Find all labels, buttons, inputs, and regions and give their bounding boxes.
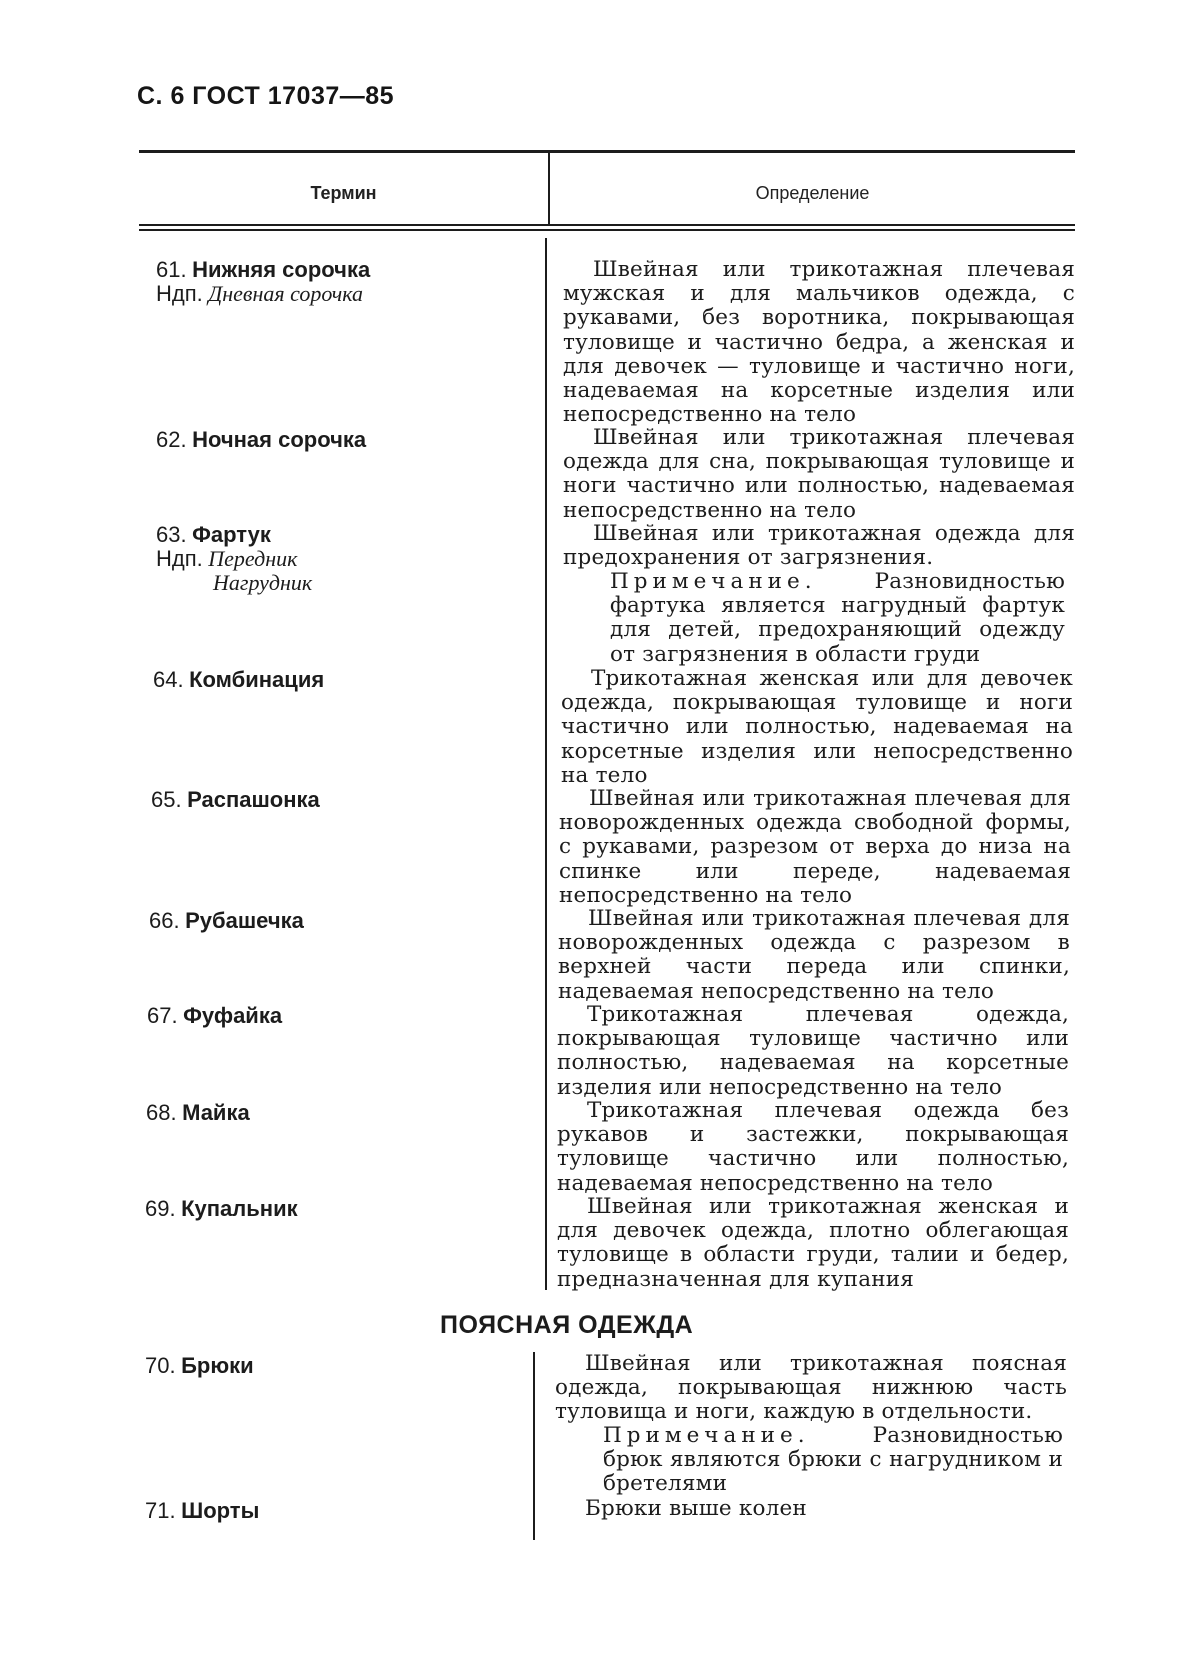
definition-67: Трикотажная плечевая одежда, покрывающая туловище частично или полностью, надеваемая на корсетные изделия или непосредственно на тело xyxy=(557,1002,1069,1100)
definition-71: Брюки выше колен xyxy=(585,1496,807,1521)
term-number: 61. xyxy=(156,257,187,282)
column-header-definition: Определение xyxy=(755,183,870,203)
term-number: 66. xyxy=(149,908,180,933)
section-title: ПОЯСНАЯ ОДЕЖДА xyxy=(440,1311,694,1339)
synonym-value: Нагрудник xyxy=(213,570,313,595)
term-name: Комбинация xyxy=(189,667,325,692)
term-name: Рубашечка xyxy=(185,908,304,933)
column-header-term: Термин xyxy=(310,183,377,203)
synonym-61 xyxy=(156,282,363,306)
definition-62: Швейная или трикотажная плечевая одежда для сна, покрывающая туловище и ноги частично или полностью, надеваемая непосредственно на тело xyxy=(563,425,1075,523)
synonym-63-2 xyxy=(213,571,312,595)
term-number: 68. xyxy=(146,1100,177,1125)
body-column-divider xyxy=(545,238,547,1290)
term-number: 63. xyxy=(156,522,187,547)
term-number: 69. xyxy=(145,1196,176,1221)
synonym-label: Ндп. xyxy=(156,281,203,306)
synonym-63 xyxy=(156,547,297,571)
header-bottom-rule-2 xyxy=(139,229,1075,231)
definition-63: Швейная или трикотажная одежда для предохранения от загрязнения. xyxy=(563,521,1075,571)
term-65 xyxy=(151,788,320,812)
note-63 xyxy=(610,570,1065,667)
term-name: Фуфайка xyxy=(183,1003,283,1028)
term-63 xyxy=(156,523,271,547)
term-name: Майка xyxy=(182,1100,250,1125)
page-header: С. 6 ГОСТ 17037—85 xyxy=(137,82,395,110)
term-name: Купальник xyxy=(181,1196,298,1221)
term-number: 65. xyxy=(151,787,182,812)
definition-70: Швейная или трикотажная поясная одежда, покрывающая нижнюю часть туловища и ноги, каждую в отдельности. xyxy=(555,1351,1067,1425)
term-62 xyxy=(156,428,366,452)
body-column-divider-2 xyxy=(533,1352,535,1540)
term-68 xyxy=(146,1101,250,1125)
note-70 xyxy=(603,1424,1063,1497)
term-name: Распашонка xyxy=(187,787,320,812)
note-text: Разновидностью фартука является нагрудный фартук для детей, предохраняющий одежду от загрязнения в области груди xyxy=(610,569,1065,667)
definition-69: Швейная или трикотажная женская и для девочек одежда, плотно облегающая туловище в области груди, талии и бедер, предназначенная для купания xyxy=(557,1194,1069,1292)
term-name: Ночная сорочка xyxy=(192,427,367,452)
term-70 xyxy=(145,1354,254,1378)
definition-65: Швейная или трикотажная плечевая для новорожденных одежда свободной формы, с рукавами, разрезом от верха до низа на спинке или переде, надеваемая непосредственно на тело xyxy=(559,786,1071,908)
term-67 xyxy=(147,1004,282,1028)
synonym-label: Ндп. xyxy=(156,546,203,571)
term-64 xyxy=(153,668,324,692)
term-61 xyxy=(156,258,370,282)
definition-64: Трикотажная женская или для девочек одежда, покрывающая туловище и ноги частично или полностью, надеваемая на корсетные изделия или непосредственно на тело xyxy=(561,666,1073,788)
header-bottom-rule xyxy=(139,224,1075,226)
term-name: Шорты xyxy=(181,1498,260,1523)
term-number: 71. xyxy=(145,1498,176,1523)
synonym-value: Дневная сорочка xyxy=(208,281,364,306)
note-text: Разновидностью брюк являются брюки с нагрудником и бретелями xyxy=(603,1423,1063,1497)
definition-66: Швейная или трикотажная плечевая для новорожденных одежда с разрезом в верхней части переда или спинки, надеваемая непосредственно на тело xyxy=(558,906,1070,1004)
synonym-value: Передник xyxy=(208,546,298,571)
term-66 xyxy=(149,909,304,933)
definition-61: Швейная или трикотажная плечевая мужская и для мальчиков одежда, с рукавами, без воротника, покрывающая туловище и частично бедра, а женская и для девочек — туловище и частично ноги, надеваемая на корсетные изделия или непосредственно на тело xyxy=(563,257,1075,428)
term-number: 62. xyxy=(156,427,187,452)
term-name: Нижняя сорочка xyxy=(192,257,371,282)
note-label: Примечание. xyxy=(610,569,817,594)
term-number: 67. xyxy=(147,1003,178,1028)
note-label: Примечание. xyxy=(603,1423,810,1448)
term-69 xyxy=(145,1197,298,1221)
term-71 xyxy=(145,1499,259,1523)
term-number: 70. xyxy=(145,1353,176,1378)
definition-68: Трикотажная плечевая одежда без рукавов и застежки, покрывающая туловище частично или полностью, надеваемая непосредственно на тело xyxy=(557,1098,1069,1196)
term-name: Фартук xyxy=(192,522,271,547)
term-number: 64. xyxy=(153,667,184,692)
table-top-rule xyxy=(139,150,1075,153)
term-name: Брюки xyxy=(181,1353,254,1378)
